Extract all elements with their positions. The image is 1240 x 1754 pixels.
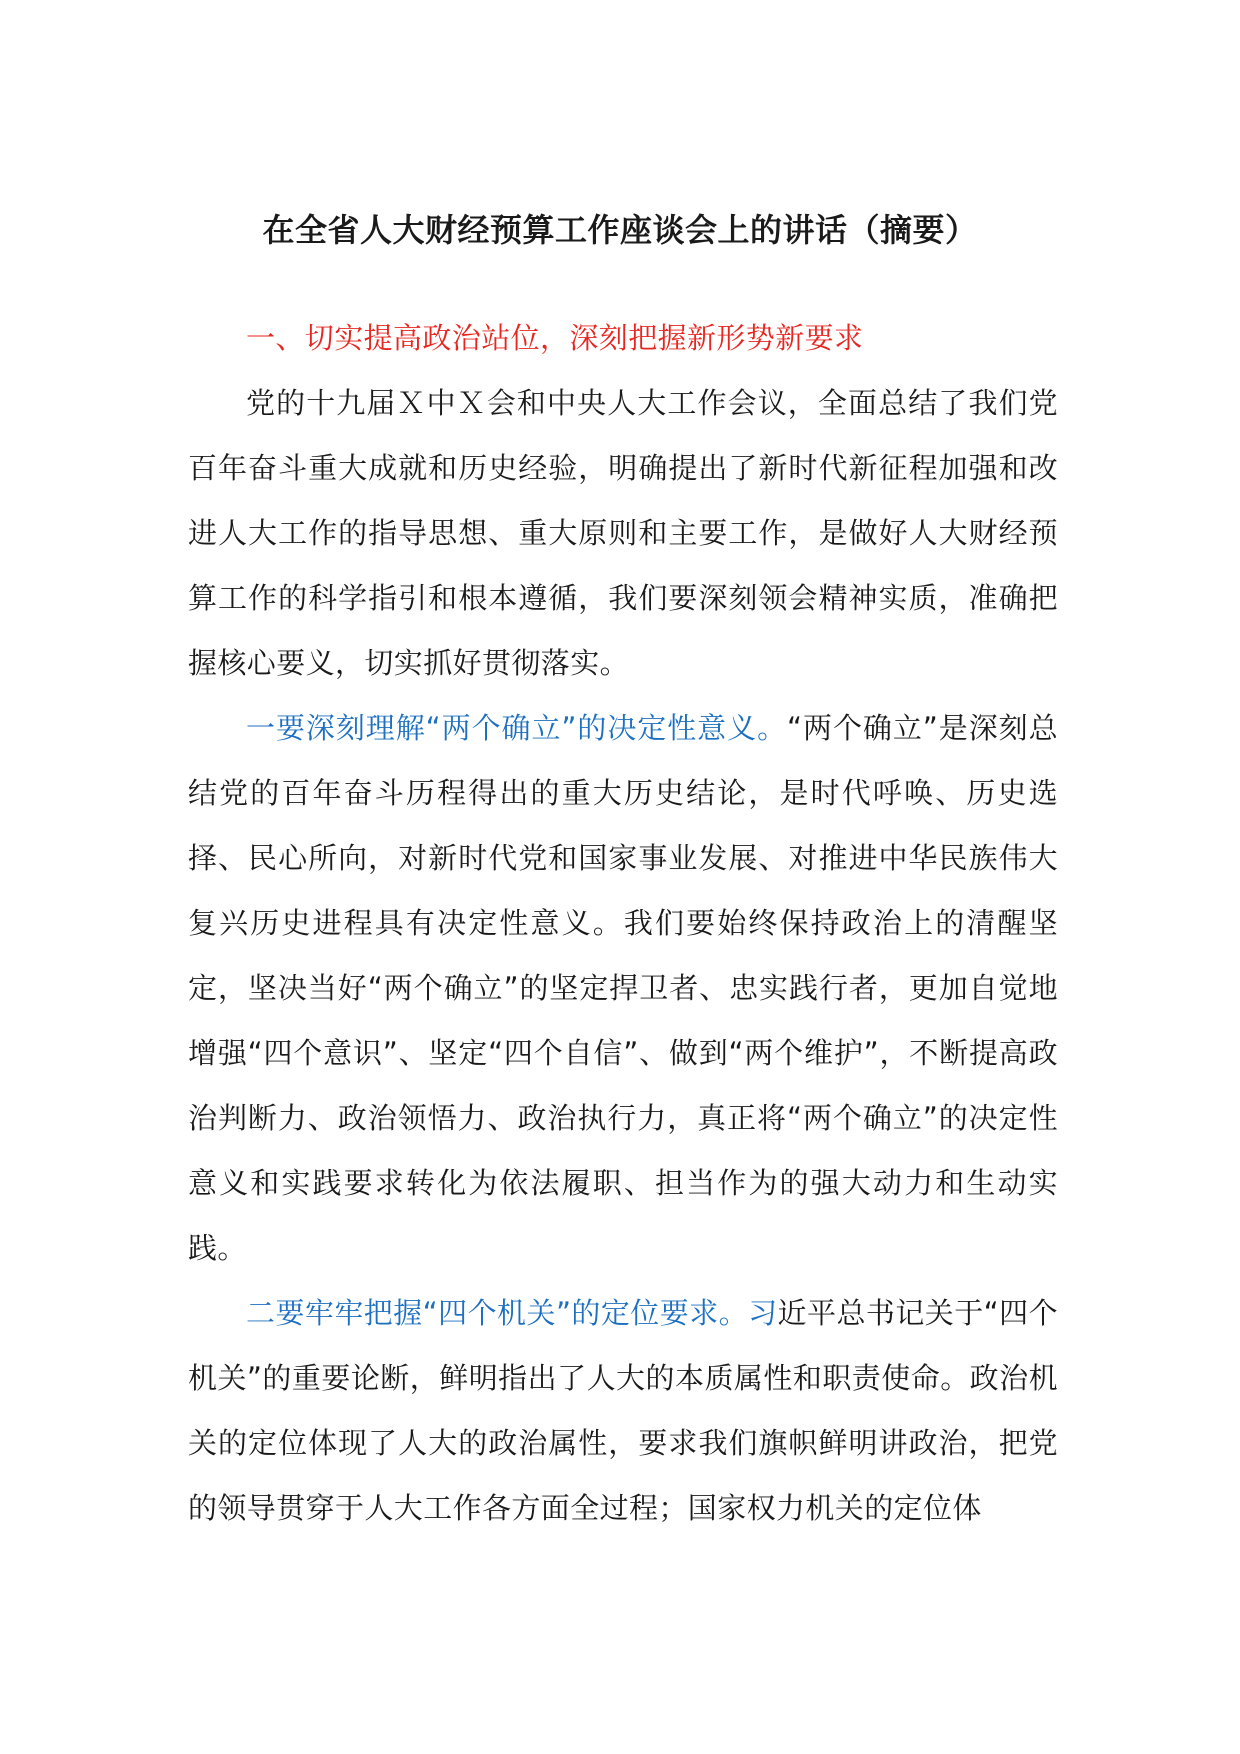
section-heading: 一、切实提高政治站位，深刻把握新形势新要求 <box>246 321 864 355</box>
document-title: 在全省人大财经预算工作座谈会上的讲话（摘要） <box>262 211 978 249</box>
paragraph-2-lead: 一要深刻理解“两个确立”的决定性意义。 <box>246 711 788 745</box>
paragraph-3-lead: 二要牢牢把握“四个机关”的定位要求。习 <box>246 1296 778 1330</box>
document-body <box>188 306 1058 1541</box>
paragraph-3 <box>188 1281 1058 1541</box>
paragraph-2-body: “两个确立”是深刻总结党的百年奋斗历程得出的重大历史结论，是时代呼唤、历史选择、民心所向，对新时代党和国家事业发展、对推进中华民族伟大复兴历史进程具有决定性意义。我们要始终保持政治上的清醒坚定，坚决当好“两个确立”的坚定捍卫者、忠实践行者，更加自觉地增强“四个意识”、坚定“四个自信”、做到“两个维护”，不断提高政治判断力、政治领悟力、政治执行力，真正将“两个确立”的决定性意义和实践要求转化为依法履职、担当作为的强大动力和生动实践。 <box>188 711 1058 1265</box>
paragraph-2 <box>188 696 1058 1281</box>
paragraph-3-body: 近平总书记关于“四个机关”的重要论断，鲜明指出了人大的本质属性和职责使命。政治机关的定位体现了人大的政治属性，要求我们旗帜鲜明讲政治，把党的领导贯穿于人大工作各方面全过程；国家权力机关的定位体 <box>188 1296 1058 1525</box>
paragraph-1: 党的十九届Ｘ中Ｘ会和中央人大工作会议，全面总结了我们党百年奋斗重大成就和历史经验，明确提出了新时代新征程加强和改进人大工作的指导思想、重大原则和主要工作，是做好人大财经预算工作的科学指引和根本遵循，我们要深刻领会精神实质，准确把握核心要义，切实抓好贯彻落实。 <box>188 386 1058 680</box>
